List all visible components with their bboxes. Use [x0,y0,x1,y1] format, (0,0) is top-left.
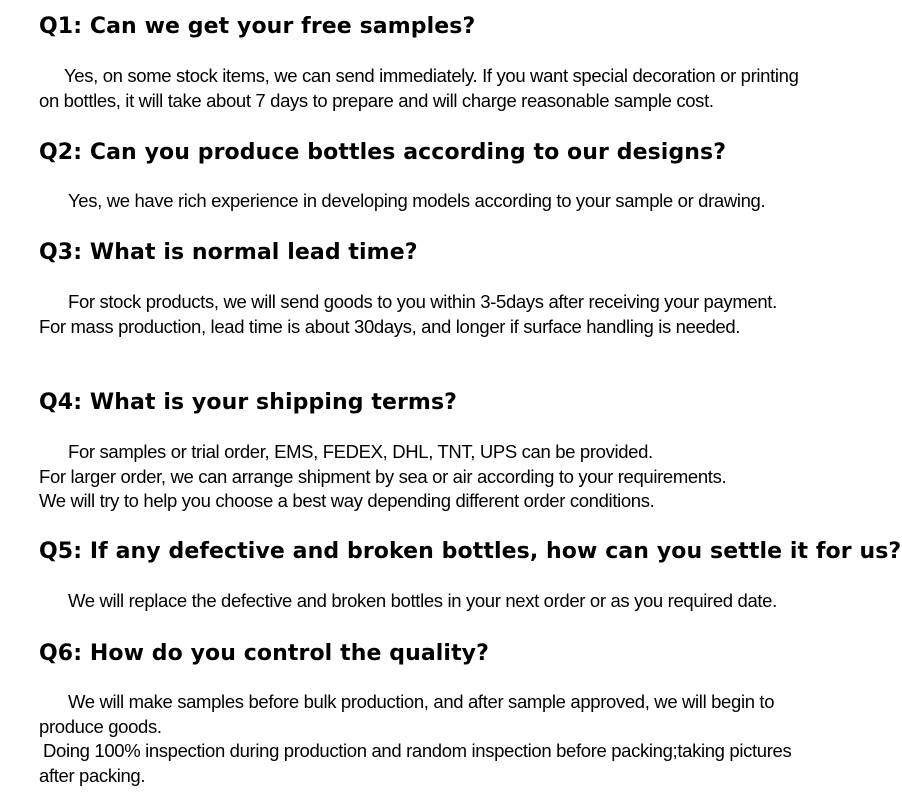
faq-answer-3-line-2: For mass production, lead time is about 30days, and longer if surface handling is needed. [39,315,741,337]
faq-question-1: Q1: Can we get your free samples? [39,14,476,39]
faq-answer-5 [39,589,777,614]
faq-answer-3 [39,290,777,339]
faq-answer-6-line-3: Doing 100% inspection during production and random inspection before packing;taking pictures [43,740,792,761]
faq-answer-6-line-1: We will make samples before bulk production, and after sample approved, we will begin to [68,691,775,712]
faq-answer-3-line-1: For stock products, we will send goods to you within 3-5days after receiving your payment. [68,291,777,312]
faq-answer-2-line-1: Yes, we have rich experience in developing models according to your sample or drawing. [68,190,766,211]
faq-answer-1-line-2: on bottles, it will take about 7 days to prepare and will charge reasonable sample cost. [39,89,714,111]
faq-answer-4-line-1: For samples or trial order, EMS, FEDEX, DHL, TNT, UPS can be provided. [68,441,653,462]
faq-question-2: Q2: Can you produce bottles according to our designs? [39,140,727,165]
faq-answer-6-line-4: after packing. [39,764,146,786]
faq-answer-2 [39,189,765,214]
faq-question-3: Q3: What is normal lead time? [39,240,418,265]
faq-answer-6 [39,690,791,788]
faq-answer-1-line-1: Yes, on some stock items, we can send immediately. If you want special decoration or printing [64,65,799,86]
faq-answer-4-line-3: We will try to help you choose a best way depending different order conditions. [39,490,655,511]
faq-answer-4-line-2: For larger order, we can arrange shipment by sea or air according to your requirements. [39,465,727,487]
faq-answer-6-line-2: produce goods. [39,715,162,737]
faq-question-6: Q6: How do you control the quality? [39,641,489,666]
faq-question-4: Q4: What is your shipping terms? [39,390,458,415]
faq-answer-5-line-1: We will replace the defective and broken bottles in your next order or as you required date. [68,590,777,611]
faq-answer-4 [39,440,726,514]
faq-question-5: Q5: If any defective and broken bottles, how can you settle it for us? [39,539,902,564]
faq-answer-1 [39,64,799,113]
